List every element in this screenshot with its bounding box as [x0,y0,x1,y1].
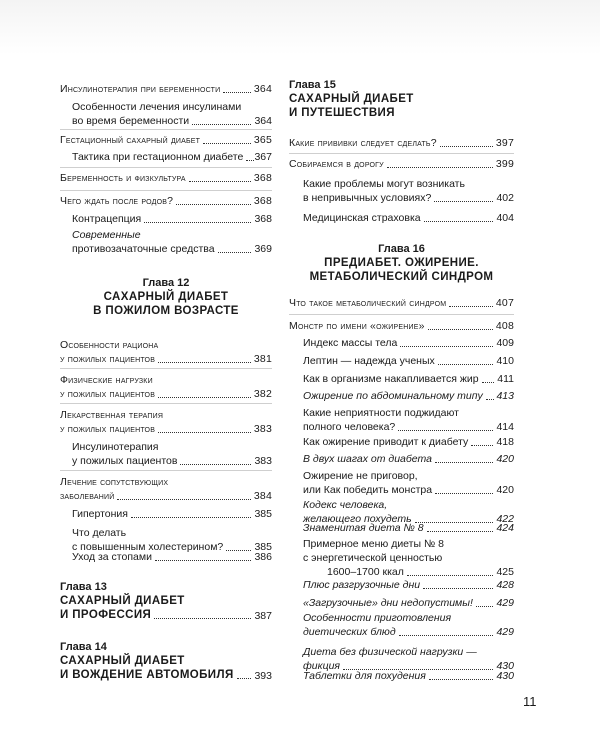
toc-entry[interactable]: Как в организме накапливается жир 411 [303,373,514,385]
toc-entry[interactable]: В двух шагах от диабета 420 [303,453,514,465]
toc-entry[interactable]: Инсулинотерапия [72,441,159,453]
page-ref: 418 [496,436,514,448]
toc-entry[interactable]: Чего ждать после родов? 368 [60,195,272,207]
toc-entry[interactable]: Плюс разгрузочные дни 428 [303,579,514,591]
toc-entry-cont[interactable]: в непривычных условиях? 402 [303,192,514,204]
toc-entry[interactable]: Особенности рациона [60,339,159,351]
page-top-shading [0,0,600,55]
chapter-title: В ПОЖИЛОМ ВОЗРАСТЕ [93,305,239,317]
chapter-heading[interactable] [289,242,514,284]
chapter-title: ПРЕДИАБЕТ. ОЖИРЕНИЕ. [324,257,479,269]
toc-entry[interactable]: Какие неприятности поджидают [303,407,459,419]
chapter-label: Глава 14 [60,641,107,653]
chapter-title: МЕТАБОЛИЧЕСКИЙ СИНДРОМ [309,271,494,283]
page-ref: 383 [253,423,272,435]
toc-entry[interactable]: Ожирение по абдоминальному типу 413 [303,390,514,402]
page-number: 11 [523,694,537,709]
toc-entry[interactable]: Контрацепция 368 [72,213,272,225]
toc-entry[interactable]: Современные [72,229,141,241]
page-ref: 420 [496,484,514,496]
toc-entry-cont[interactable]: заболеваний 384 [60,490,272,502]
chapter-label: Глава 12 [142,277,190,289]
page-ref: 430 [496,670,514,682]
toc-entry[interactable]: Ожирение не приговор, [303,470,418,482]
toc-entry[interactable]: Физические нагрузки [60,374,153,386]
toc-entry[interactable]: Беременность и физкультура 368 [60,172,272,184]
page-ref: 420 [496,453,514,465]
page-ref: 364 [254,115,272,127]
page-ref: 425 [496,566,514,578]
divider [60,403,272,404]
page-ref: 422 [496,513,514,525]
toc-entry[interactable]: Какие проблемы могут возникать [303,178,465,190]
chapter-title: И ПРОФЕССИЯ [60,609,152,621]
toc-entry[interactable]: Какие прививки следует сделать? 397 [289,137,514,149]
toc-entry-cont[interactable]: полного человека? 414 [303,421,514,433]
divider [60,167,272,168]
page-ref: 367 [254,151,272,163]
toc-entry[interactable]: Примерное меню диеты № 8 [303,538,444,550]
chapter-heading[interactable] [60,640,272,682]
page-ref: 364 [253,83,272,95]
toc-entry-cont[interactable]: желающего похудеть 422 [303,513,514,525]
page-ref: 402 [496,192,514,204]
chapter-label: Глава 13 [60,581,107,593]
page-ref: 424 [496,522,514,534]
toc-entry[interactable]: Таблетки для похудения 430 [303,670,514,682]
page-ref: 409 [496,337,514,349]
toc-entry-cont[interactable]: фикция 430 [303,660,514,672]
divider [60,129,272,130]
toc-entry[interactable]: Собираемся в дорогу 399 [289,158,514,170]
page-ref: 411 [497,373,514,385]
divider [289,153,514,154]
chapter-heading[interactable] [289,78,514,120]
toc-entry[interactable]: Что такое метаболический синдром 407 [289,297,514,309]
toc-entry[interactable]: Инсулинотерапия при беременности 364 [60,83,272,95]
page-ref: 399 [495,158,514,170]
page-ref: 429 [496,597,514,609]
page-ref: 386 [254,551,272,563]
page-ref: 428 [496,579,514,591]
page-ref: 368 [253,172,272,184]
page-ref: 385 [254,541,272,553]
toc-entry-cont[interactable]: 1600–1700 ккал 425 [327,566,514,578]
toc-entry[interactable]: Индекс массы тела 409 [303,337,514,349]
page-ref: 365 [253,134,272,146]
toc-entry[interactable]: Гипертония 385 [72,508,272,520]
page-ref: 404 [496,212,514,224]
toc-entry[interactable]: Как ожирение приводит к диабету 418 [303,436,514,448]
page-ref: 393 [254,670,272,682]
page-ref: 397 [495,137,514,149]
toc-entry[interactable]: Медицинская страховка 404 [303,212,514,224]
chapter-title: САХАРНЫЙ ДИАБЕТ [103,291,229,303]
toc-entry[interactable]: Тактика при гестационном диабете 367 [72,151,272,163]
chapter-label: Глава 15 [289,79,336,91]
chapter-title: И ПУТЕШЕСТВИЯ [289,107,395,119]
chapter-heading[interactable] [60,276,272,318]
page-ref: 414 [496,421,514,433]
page-ref: 385 [254,508,272,520]
toc-entry-cont[interactable]: противозачаточные средства 369 [72,243,272,255]
toc-entry-cont[interactable]: у пожилых пациентов 382 [60,388,272,400]
toc-entry[interactable]: Диета без физической нагрузки — [303,646,477,658]
page-ref: 383 [254,455,272,467]
chapter-heading[interactable] [60,580,272,622]
page-ref: 387 [254,610,272,622]
divider [60,368,272,369]
toc-entry-cont[interactable]: у пожилых пациентов 381 [60,353,272,365]
chapter-title: САХАРНЫЙ ДИАБЕТ [60,595,185,607]
page-ref: 407 [495,297,514,309]
toc-entry[interactable]: Что делать [72,527,127,539]
toc-entry[interactable]: Лечение сопутствующих [60,476,169,488]
toc-entry[interactable]: Гестационный сахарный диабет 365 [60,134,272,146]
page-ref: 413 [496,390,514,402]
divider [289,314,514,315]
page-ref: 384 [253,490,272,502]
toc-entry[interactable]: Кодекс человека, [303,499,388,511]
page-ref: 369 [254,243,272,255]
toc-entry-cont[interactable]: у пожилых пациентов 383 [60,423,272,435]
chapter-title: САХАРНЫЙ ДИАБЕТ [289,93,414,105]
toc-entry-cont[interactable]: с энергетической ценностью [303,552,443,564]
page-ref: 368 [254,213,272,225]
divider [60,470,272,471]
toc-entry[interactable]: Лептин — надежда ученых 410 [303,355,514,367]
page-ref: 429 [496,626,514,638]
page-ref: 410 [496,355,514,367]
toc-entry-cont[interactable]: диетических блюд 429 [303,626,514,638]
toc-entry-cont[interactable]: или Как победить монстра 420 [303,484,514,496]
toc-entry-cont[interactable]: у пожилых пациентов 383 [72,455,272,467]
page-ref: 382 [253,388,272,400]
page-ref: 430 [496,660,514,672]
page-ref: 368 [253,195,272,207]
chapter-label: Глава 16 [378,243,425,255]
toc-entry[interactable]: Знаменитая диета № 8 424 [303,522,514,534]
toc-entry[interactable]: «Загрузочные» дни недопустимы! 429 [303,597,514,609]
page-ref: 408 [495,320,514,332]
toc-entry[interactable]: Особенности приготовления [303,612,452,624]
chapter-title: И ВОЖДЕНИЕ АВТОМОБИЛЯ [60,669,234,681]
toc-entry-cont[interactable]: во время беременности 364 [72,115,272,127]
toc-entry[interactable]: Особенности лечения инсулинами [72,101,242,113]
toc-entry[interactable]: Лекарственная терапия [60,409,164,421]
toc-entry-cont[interactable]: с повышенным холестерином? 385 [72,541,272,553]
divider [60,190,272,191]
chapter-title: САХАРНЫЙ ДИАБЕТ [60,655,185,667]
toc-entry[interactable]: Монстр по имени «ожирение» 408 [289,320,514,332]
page-ref: 381 [253,353,272,365]
toc-entry[interactable]: Уход за стопами 386 [72,551,272,563]
